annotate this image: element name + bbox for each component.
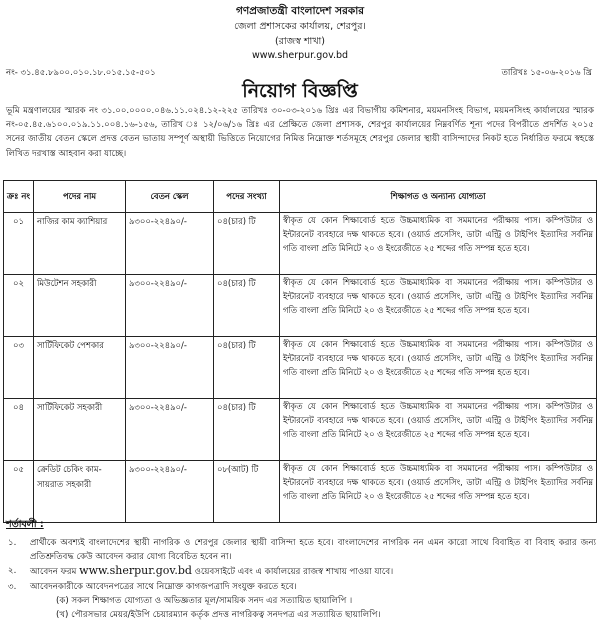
table-header-row <box>4 181 597 213</box>
cell-post: মিউটেশন সহকারী <box>34 275 126 337</box>
cell-sl: ০৫ <box>4 461 34 523</box>
cell-scale: ৯৩০০-২২৪৯০/- <box>126 461 214 523</box>
term-item <box>6 580 596 594</box>
cell-scale: ৯৩০০-২২৪৯০/- <box>126 337 214 399</box>
page-title: নিয়োগ বিজ্ঞপ্তি <box>242 80 358 102</box>
intro-line: ভূমি মন্ত্রণালয়ের স্মারক নং ৩১.০০.০০০০.০৪৬.১১.০২৪.১২-২২৫ তারিখঃ ৩০-০৩-২০১৬ খ্রিঃ এর বিভাগীয় কমিশনার, ময়মনসিংহ <box>6 106 463 116</box>
term-text: আবেদন ফরম <box>30 567 77 578</box>
term-text: ওয়েবসাইটে এবং এ কার্যালয়ের রাজস্ব শাখায় পাওয়া যাবে। <box>194 567 394 578</box>
terms-list <box>6 536 596 622</box>
term-number: ৩. <box>8 581 17 592</box>
govt-title: গণপ্রজাতন্ত্রী বাংলাদেশ সরকার <box>235 5 365 17</box>
term-text: আবেদনকারীকে আবেদনপত্রের সাথে নিম্নোক্ত কাগজপত্রাদি সংযুক্ত করতে হবে। <box>30 581 297 592</box>
term-text: প্রার্থীকে অবশ্যই বাংলাদেশের স্থায়ী নাগরিক ও শেরপুর জেলার স্থায়ী বাসিন্দা হতে হবে। বাংলাদেশের নাগরিক নন এমন কারো সাথে বিবাহিত বা বিবাহ করার জন্য প্রতিশ্রুতিবদ্ধ কেউ আবেদন করার যোগ্য বিবেচিত হবেন না। <box>30 538 596 563</box>
cell-qualification: স্বীকৃত যে কোন শিক্ষাবোর্ড হতে উচ্চমাধ্যমিক বা সমমানের পরীক্ষায় পাস। কম্পিউটার ও ইন্টারনেট ব্যবহারে দক্ষ থাকতে হবে। (ওয়ার্ড প্রসেসিং, ডাটা এন্ট্রি ও টাইপিং ইত্যাদির সর্বনিম্ন গতি বাংলা প্রতি মিনিটে ২০ ও ইংরেজীতে ২৫ শব্দের গতি সম্পন্ন হতে হবে। <box>280 399 597 461</box>
table-row <box>4 461 597 523</box>
memo-date: তারিখঃ ১৫-০৬-২০১৬ খ্রি <box>501 68 592 78</box>
cell-sl: ০২ <box>4 275 34 337</box>
cell-sl: ০৪ <box>4 399 34 461</box>
cell-scale: ৯৩০০-২২৪৯০/- <box>126 275 214 337</box>
table-row <box>4 213 597 275</box>
cell-qualification: স্বীকৃত যে কোন শিক্ষাবোর্ড হতে উচ্চমাধ্যমিক বা সমমানের পরীক্ষায় পাস। কম্পিউটার ও ইন্টারনেট ব্যবহারে দক্ষ থাকতে হবে। (ওয়ার্ড প্রসেসিং, ডাটা এন্ট্রি ও টাইপিং ইত্যাদির সর্বনিম্ন গতি বাংলা প্রতি মিনিটে ২০ ও ইংরেজীতে ২৫ শব্দের গতি সম্পন্ন হতে হবে। <box>280 275 597 337</box>
term-number: ২. <box>8 566 17 577</box>
cell-scale: ৯৩০০-২২৪৯০/- <box>126 213 214 275</box>
term-number: ১. <box>8 538 17 548</box>
cell-sl: ০৩ <box>4 337 34 399</box>
term-subitem: (ক) সকল শিক্ষাগত যোগ্যতা ও অভিজ্ঞতার মূল/সাময়িক সনদ এর সত্যায়িত ছায়ালিপি । <box>56 595 353 606</box>
cell-count: ০৮(আট) টি <box>214 461 280 523</box>
table-row <box>4 275 597 337</box>
term-item <box>6 536 596 564</box>
vacancy-table <box>3 180 597 523</box>
website-link[interactable]: www.sherpur.gov.bd <box>251 50 349 61</box>
cell-qualification: স্বীকৃত যে কোন শিক্ষাবোর্ড হতে উচ্চমাধ্যমিক বা সমমানের পরীক্ষায় পাস। কম্পিউটার ও ইন্টারনেট ব্যবহারে দক্ষ থাকতে হবে। (ওয়ার্ড প্রসেসিং, ডাটা এন্ট্রি ও টাইপিং ইত্যাদির সর্বনিম্ন গতি বাংলা প্রতি মিনিটে ২০ ও ইংরেজীতে ২৫ শব্দের গতি সম্পন্ন হতে হবে। <box>280 337 597 399</box>
cell-post: সার্টিফিকেট পেশকার <box>34 337 126 399</box>
cell-count: ০৪(চার) টি <box>214 213 280 275</box>
cell-sl: ০১ <box>4 213 34 275</box>
header-post: পদের নাম <box>34 181 126 213</box>
intro-paragraph <box>6 104 594 161</box>
cell-scale: ৯৩০০-২২৪৯০/- <box>126 399 214 461</box>
intro-line: ভিত্তিতে নিয়োগের নিমিত্ত নিম্নোক্ত শর্তসমূহে শেরপুর জেলার স্থায়ী বাসিন্দাদের নিকট হতে নির্ধারিত ফরমে স্বহস্তে লিখিত দরখাস্ত আহবান <box>6 134 595 159</box>
memo-number: নং- ৩১.৪৫.৮৯০০.০১০.১৮.০১৫.১৫-৫০১ <box>6 68 156 78</box>
intro-line: করা যাচ্ছে। <box>88 148 127 159</box>
cell-post: ক্রেডিট চেকিং কাম-সায়রাত সহকারী <box>34 461 126 523</box>
office-name: জেলা প্রশাসকের কার্যালয়, শেরপুর। <box>234 21 366 32</box>
header-sl: ক্রঃ নং <box>4 181 34 213</box>
cell-count: ০৪(চার) টি <box>214 399 280 461</box>
header-count: পদের সংখ্যা <box>214 181 280 213</box>
branch-name: (রাজস্ব শাখা) <box>274 36 326 47</box>
cell-count: ০৪(চার) টি <box>214 275 280 337</box>
cell-post: নাজির কাম ক্যাশিয়ার <box>34 213 126 275</box>
terms-heading: শর্তাবলী : <box>6 519 44 530</box>
cell-qualification: স্বীকৃত যে কোন শিক্ষাবোর্ড হতে উচ্চমাধ্যমিক বা সমমানের পরীক্ষায় পাস। কম্পিউটার ও ইন্টারনেট ব্যবহারে দক্ষ থাকতে হবে। (ওয়ার্ড প্রসেসিং, ডাটা এন্ট্রি ও টাইপিং ইত্যাদির সর্বনিম্ন গতি বাংলা প্রতি মিনিটে ২০ ও ইংরেজীতে ২৫ শব্দের গতি সম্পন্ন হতে হবে। <box>280 213 597 275</box>
cell-count: ০৪(চার) টি <box>214 337 280 399</box>
cell-post: সার্টিফিকেট সহকারী <box>34 399 126 461</box>
table-row <box>4 337 597 399</box>
header-scale: বেতন স্কেল <box>126 181 214 213</box>
table-row <box>4 399 597 461</box>
cell-qualification: স্বীকৃত যে কোন শিক্ষাবোর্ড হতে উচ্চমাধ্যমিক বা সমমানের পরীক্ষায় পাস। কম্পিউটার ও ইন্টারনেট ব্যবহারে দক্ষ থাকতে হবে। (ওয়ার্ড প্রসেসিং, ডাটা এন্ট্রি ও টাইপিং ইত্যাদির সর্বনিম্ন গতি বাংলা প্রতি মিনিটে ২০ ও ইংরেজীতে ২৫ শব্দের গতি সম্পন্ন হতে হবে। <box>280 461 597 523</box>
term-subitem: (খ) পৌরসভার মেয়র/ইউপি চেয়ারম্যান কর্তৃক প্রদত্ত নাগরিকত্ব সনদপত্র এর সত্যায়িত ছায়ালিপি। <box>56 610 381 621</box>
application-form-link[interactable]: www.sherpur.gov.bd <box>79 564 192 578</box>
term-item <box>6 564 596 579</box>
header-qualification: শিক্ষাগত ও অন্যান্য যোগ্যতা <box>280 181 597 213</box>
intro-line: শেরপুর কার্যালয়ের নিম্নবর্ণিত শূন্য পদের বিপরীতে প্রদর্শিত ২০১৫ সনের জাতীয় বেতন স্কেলে প্রদত্ত বেতন ভাতায় সম্পূর্ণ অস্থায়ী <box>6 120 594 145</box>
intro-line: বিভাগ, ময়মনসিংহ কার্যালয়ের স্মারক নং-০৫.৪৫.৬১০০.০১৯.১১.০০৪.১৬-১৫৬, তারিখ ঃ ১২/০৬/১৬ খ্রিঃ এর প্রেক্ষিতে জেলা প্রশাসক, <box>6 106 594 131</box>
